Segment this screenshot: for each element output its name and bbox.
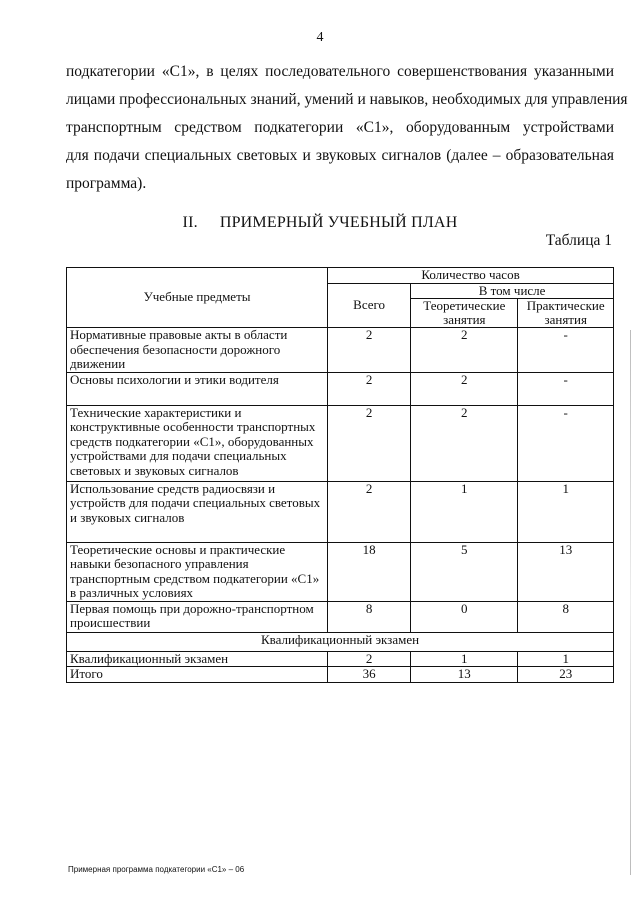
scan-edge-line bbox=[630, 330, 631, 875]
intro-paragraph bbox=[66, 58, 628, 198]
header-hours: Количество часов bbox=[328, 268, 614, 284]
exam-row bbox=[67, 651, 614, 667]
row-theory: 0 bbox=[411, 601, 518, 632]
paragraph-line: для подачи специальных световых и звуковых сигналов (далее – образовательная bbox=[66, 147, 614, 164]
row-practice: - bbox=[518, 328, 614, 373]
row-subject: Использование средств радиосвязи и устройств для подачи специальных световых и звуковых сигналов bbox=[67, 481, 328, 542]
table-caption: Таблица 1 bbox=[545, 232, 612, 249]
exam-section-row bbox=[67, 632, 614, 651]
table-row bbox=[67, 372, 614, 405]
section-number: II. bbox=[182, 214, 198, 231]
header-including: В том числе bbox=[411, 283, 614, 299]
row-subject: Основы психологии и этики водителя bbox=[67, 372, 328, 405]
row-theory: 2 bbox=[411, 372, 518, 405]
total-total: 36 bbox=[328, 667, 411, 683]
paragraph-line: лицами профессиональных знаний, умений и навыков, необходимых для управления bbox=[66, 91, 628, 108]
table-row bbox=[67, 405, 614, 481]
total-practice: 23 bbox=[518, 667, 614, 683]
header-total: Всего bbox=[328, 283, 411, 328]
exam-subject: Квалификационный экзамен bbox=[67, 651, 328, 667]
exam-theory: 1 bbox=[411, 651, 518, 667]
row-subject: Нормативные правовые акты в области обеспечения безопасности дорожного движении bbox=[67, 328, 328, 373]
row-total: 2 bbox=[328, 328, 411, 373]
row-practice: 1 bbox=[518, 481, 614, 542]
row-practice: 8 bbox=[518, 601, 614, 632]
exam-practice: 1 bbox=[518, 651, 614, 667]
exam-section-title: Квалификационный экзамен bbox=[67, 632, 614, 651]
row-theory: 2 bbox=[411, 328, 518, 373]
table-row bbox=[67, 481, 614, 542]
page-number: 4 bbox=[316, 30, 324, 45]
row-total: 18 bbox=[328, 542, 411, 601]
header-practice: Практические занятия bbox=[518, 299, 614, 328]
section-heading bbox=[0, 214, 640, 232]
row-theory: 5 bbox=[411, 542, 518, 601]
row-subject: Технические характеристики и конструктивные особенности транспортных средств подкатегории «С1», оборудованных устройствами для подачи специальных световых и звуковых сигналов bbox=[67, 405, 328, 481]
paragraph-line: подкатегории «С1», в целях последовательного совершенствования указанными bbox=[66, 63, 614, 80]
row-theory: 2 bbox=[411, 405, 518, 481]
row-subject: Первая помощь при дорожно-транспортном происшествии bbox=[67, 601, 328, 632]
row-total: 8 bbox=[328, 601, 411, 632]
row-practice: - bbox=[518, 405, 614, 481]
row-practice: - bbox=[518, 372, 614, 405]
row-theory: 1 bbox=[411, 481, 518, 542]
row-practice: 13 bbox=[518, 542, 614, 601]
exam-total: 2 bbox=[328, 651, 411, 667]
paragraph-line: программа). bbox=[66, 175, 147, 192]
curriculum-table bbox=[66, 267, 614, 683]
section-title: ПРИМЕРНЫЙ УЧЕБНЫЙ ПЛАН bbox=[219, 214, 458, 231]
header-subjects: Учебные предметы bbox=[67, 268, 328, 328]
table-row bbox=[67, 542, 614, 601]
row-total: 2 bbox=[328, 372, 411, 405]
row-subject: Теоретические основы и практические навыки безопасного управления транспортным средством подкатегории «С1» в различных условиях bbox=[67, 542, 328, 601]
footer-note: Примерная программа подкатегории «С1» – 06 bbox=[68, 865, 245, 874]
total-theory: 13 bbox=[411, 667, 518, 683]
row-total: 2 bbox=[328, 405, 411, 481]
table-row bbox=[67, 328, 614, 373]
paragraph-line: транспортным средством подкатегории «С1», оборудованным устройствами bbox=[66, 119, 614, 136]
total-subject: Итого bbox=[67, 667, 328, 683]
table-row bbox=[67, 601, 614, 632]
total-row bbox=[67, 667, 614, 683]
header-theory: Теоретические занятия bbox=[411, 299, 518, 328]
row-total: 2 bbox=[328, 481, 411, 542]
